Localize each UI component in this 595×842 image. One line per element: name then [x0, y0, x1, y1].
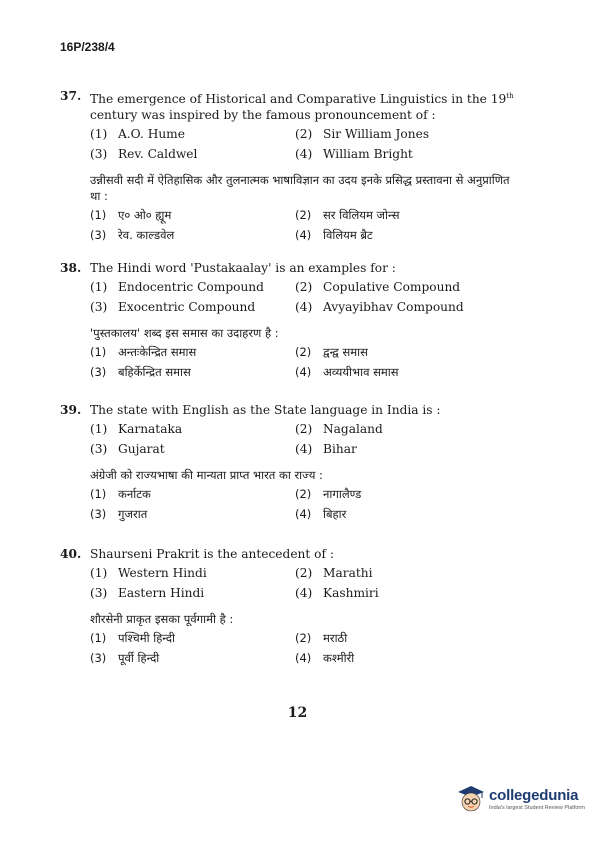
question-text-hindi: 'पुस्तकालय' शब्द इस समास का उदाहरण है :	[90, 326, 279, 340]
question-text-hindi: अंग्रेजी को राज्यभाषा की मान्यता प्राप्त भारत का राज्य :	[90, 468, 323, 482]
options-english	[90, 279, 520, 315]
paper-code: 16P/238/4	[60, 40, 115, 54]
options-english	[90, 565, 520, 601]
logo-tagline: India's largest Student Review Platform	[489, 805, 585, 811]
question-number: 38.	[60, 261, 82, 275]
option-hindi-4: (4) कश्मीरी	[295, 651, 355, 665]
option-hindi-1: (1) कर्नाटक	[90, 487, 151, 501]
question-text: The emergence of Historical and Comparative Linguistics in the 19th century was inspired by the famous pronouncement of :	[90, 92, 514, 123]
option-hindi-4: (4) बिहार	[295, 507, 347, 521]
collegedunia-logo	[456, 784, 585, 814]
option-3: (3) Rev. Caldwel	[90, 147, 198, 162]
question-38	[60, 260, 520, 380]
question-number: 39.	[60, 403, 82, 417]
option-hindi-3: (3) रेव. काल्डवेल	[90, 228, 175, 243]
question-text: The state with English as the State language in India is :	[90, 403, 441, 417]
option-2: (2) Sir William Jones	[295, 127, 430, 142]
option-hindi-3: (3) बहिर्केन्द्रित समास	[90, 365, 191, 379]
option-1: (1) Endocentric Compound	[90, 280, 264, 294]
option-4: (4) Avyayibhav Compound	[295, 300, 464, 314]
options-english	[90, 126, 520, 162]
question-text-hindi: उन्नीसवी सदी में ऐतिहासिक और तुलनात्मक भाषाविज्ञान का उदय इनके प्रसिद्ध प्रस्तावना से अनुप्राणित था :	[90, 173, 510, 204]
option-1: (1) Western Hindi	[90, 566, 207, 580]
option-hindi-2: (2) सर विलियम जोन्स	[295, 208, 400, 223]
options-english	[90, 421, 520, 457]
question-39	[60, 402, 520, 522]
page-number: 12	[287, 705, 308, 721]
option-hindi-4: (4) अव्ययीभाव समास	[295, 365, 399, 379]
option-2: (2) Copulative Compound	[295, 280, 461, 294]
question-text: The Hindi word 'Pustakaalay' is an examples for :	[90, 261, 396, 275]
option-hindi-4: (4) विलियम ब्रैट	[295, 228, 373, 243]
options-hindi	[90, 486, 520, 522]
options-hindi	[90, 344, 520, 380]
option-3: (3) Eastern Hindi	[90, 586, 205, 600]
option-2: (2) Nagaland	[295, 422, 383, 436]
option-hindi-2: (2) मराठी	[295, 631, 348, 645]
question-40	[60, 546, 520, 666]
question-text: Shaurseni Prakrit is the antecedent of :	[90, 547, 334, 561]
option-4: (4) Bihar	[295, 442, 357, 456]
option-1: (1) A.O. Hume	[90, 127, 185, 142]
option-hindi-1: (1) अन्तःकेन्द्रित समास	[90, 345, 197, 359]
question-number: 37.	[60, 89, 82, 103]
option-hindi-2: (2) नागालैण्ड	[295, 487, 362, 501]
options-hindi	[90, 207, 520, 243]
logo-wordmark: collegedunia	[489, 787, 579, 804]
option-hindi-1: (1) पश्चिमी हिन्दी	[90, 631, 175, 645]
option-hindi-1: (1) ए० ओ० ह्यूम	[90, 208, 172, 223]
option-2: (2) Marathi	[295, 566, 373, 580]
question-37	[60, 88, 520, 243]
option-4: (4) Kashmiri	[295, 586, 379, 600]
option-1: (1) Karnataka	[90, 422, 183, 436]
option-4: (4) William Bright	[295, 147, 413, 162]
option-3: (3) Gujarat	[90, 442, 165, 456]
options-hindi	[90, 630, 520, 666]
option-hindi-2: (2) द्वन्द्व समास	[295, 345, 368, 359]
question-text-hindi: शौरसेनी प्राकृत इसका पूर्वगामी है :	[90, 612, 234, 626]
question-number: 40.	[60, 547, 82, 561]
option-3: (3) Exocentric Compound	[90, 300, 256, 314]
option-hindi-3: (3) गुजरात	[90, 507, 148, 521]
option-hindi-3: (3) पूर्वी हिन्दी	[90, 651, 160, 665]
student-mascot-icon	[456, 784, 486, 814]
